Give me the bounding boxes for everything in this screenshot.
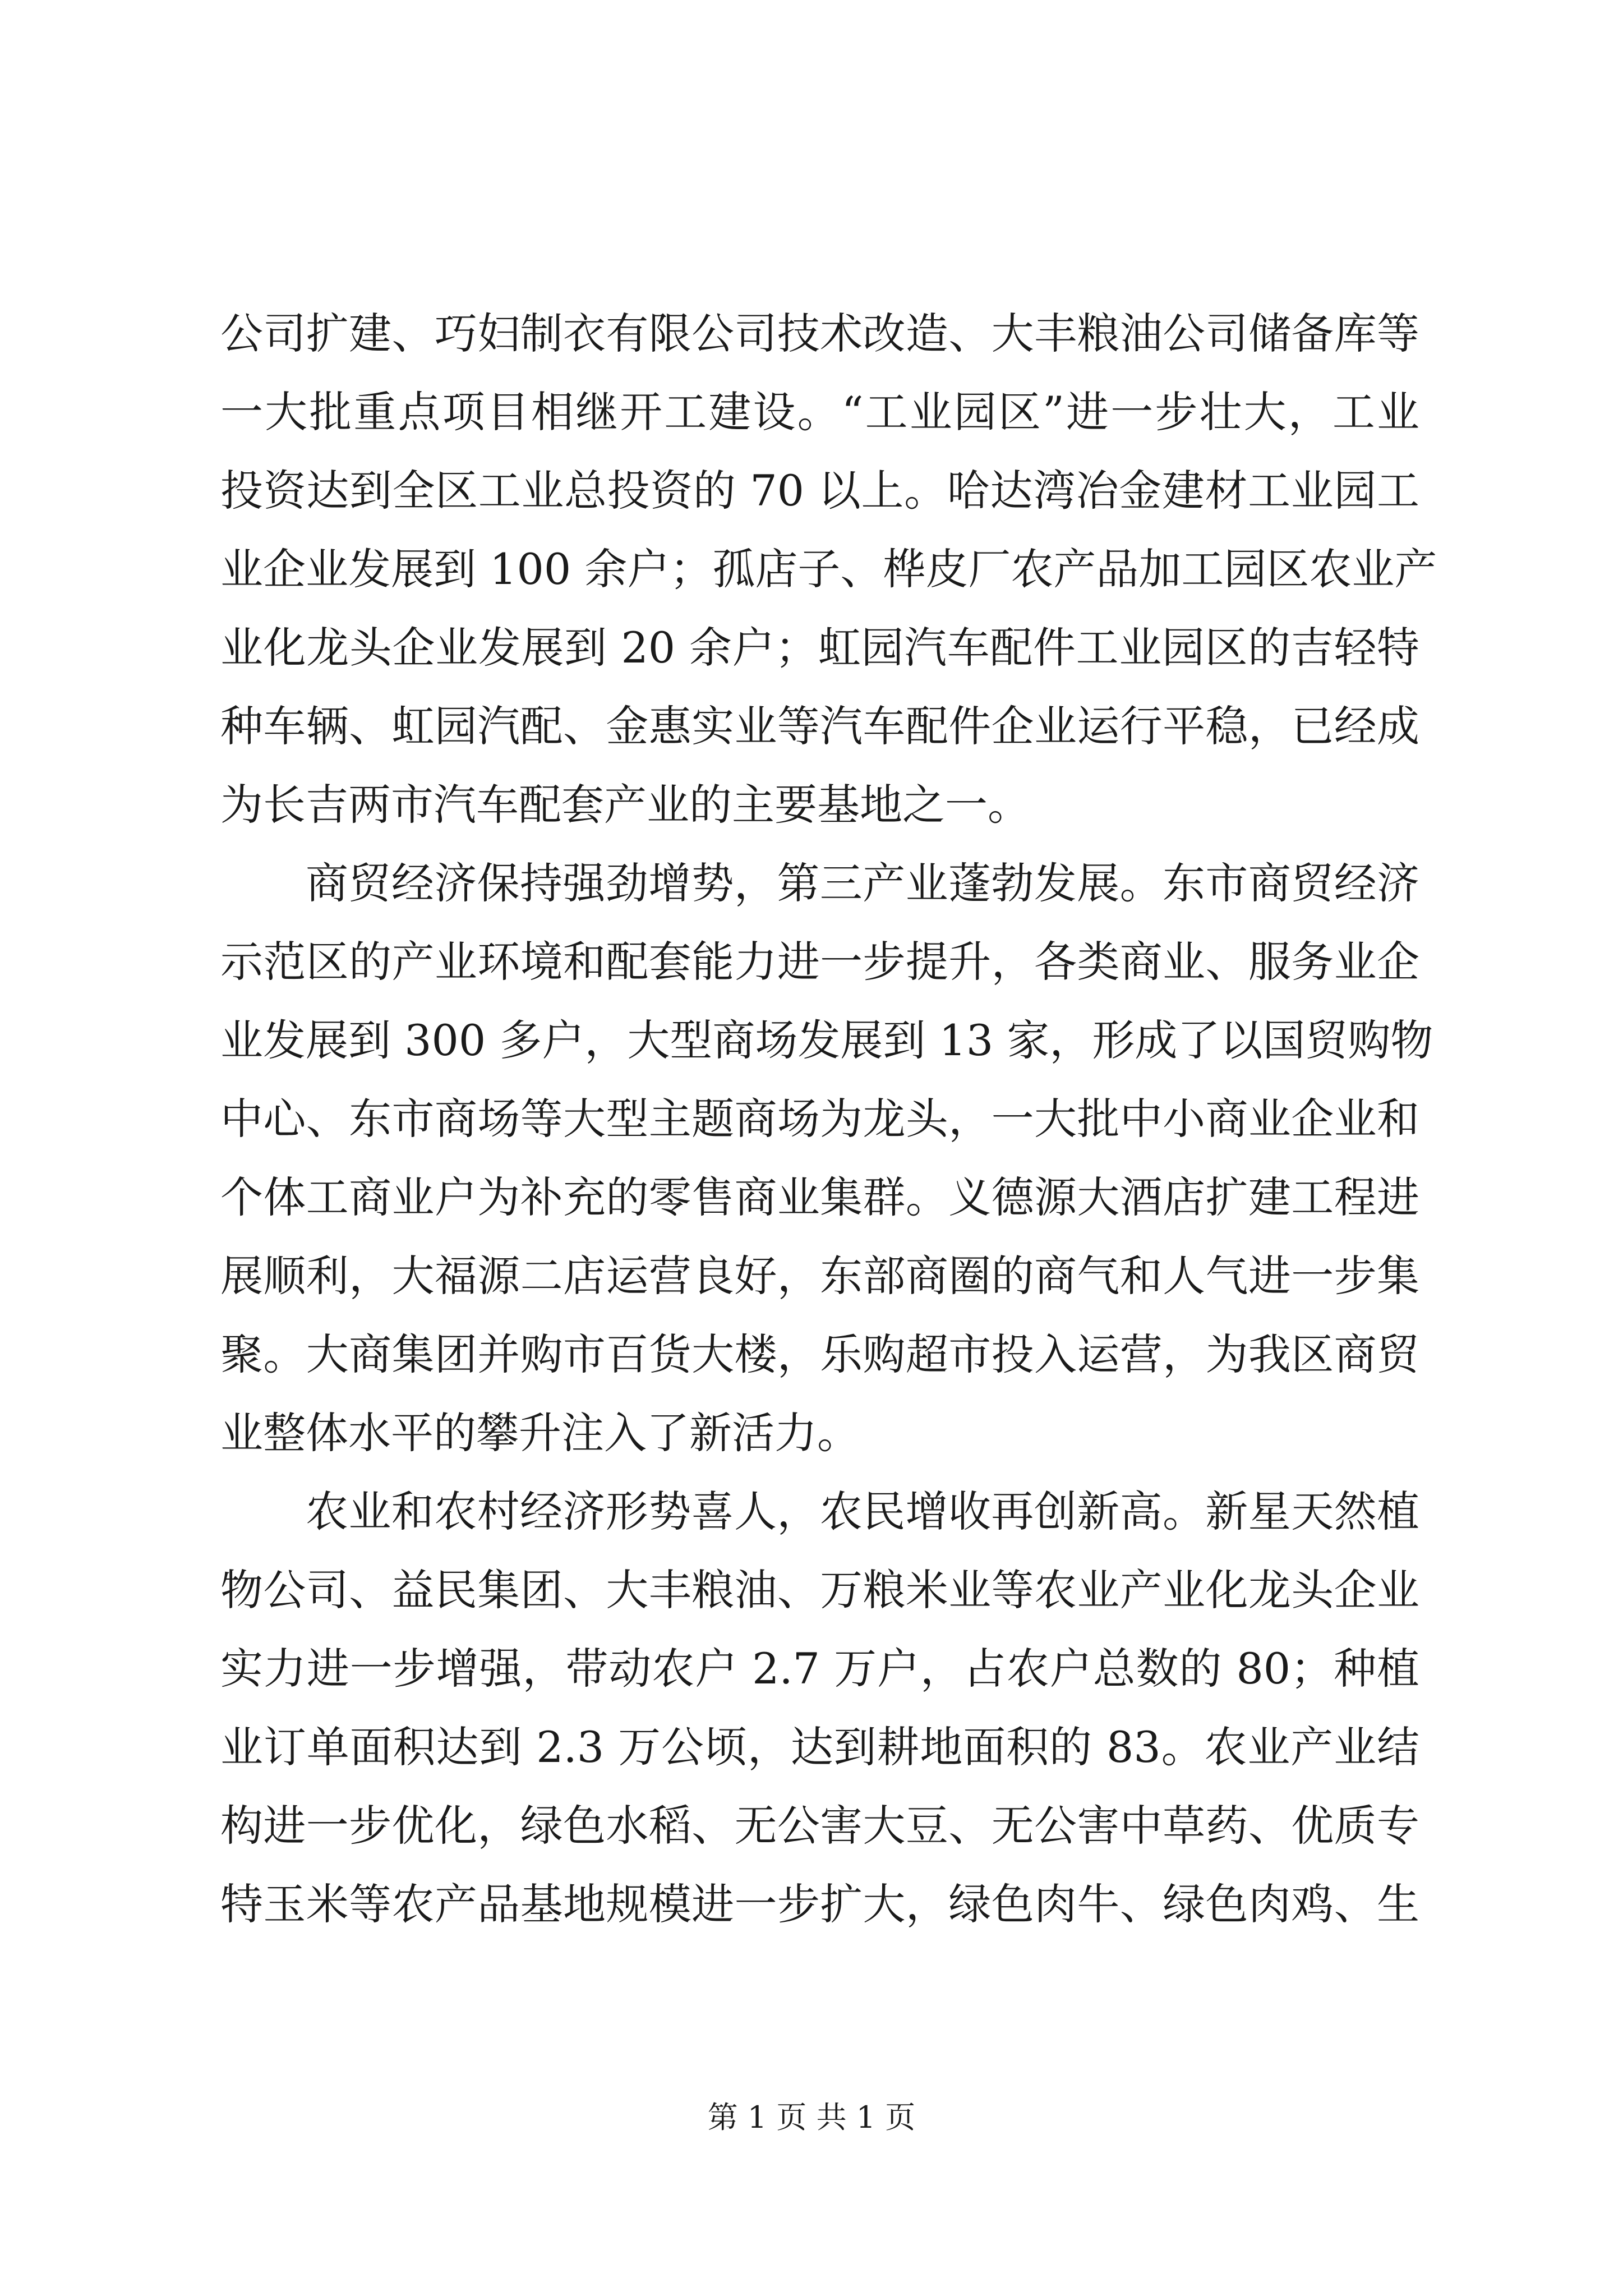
text-line: 业化龙头企业发展到 20 余户；虹园汽车配件工业园区的吉轻特 (220, 623, 1419, 673)
text-line: 中心、东市商场等大型主题商场为龙头，一大批中小商业企业和 (220, 1094, 1419, 1144)
page-footer (0, 2098, 1623, 2137)
text-line: 业企业发展到 100 余户；孤店子、桦皮厂农产品加工园区农业产 (220, 544, 1437, 594)
text-line: 构进一步优化，绿色水稻、无公害大豆、无公害中草药、优质专 (220, 1801, 1419, 1851)
text-line: 业发展到 300 多户，大型商场发展到 13 家，形成了以国贸购物 (220, 1015, 1433, 1065)
text-line: 一大批重点项目相继开工建设。“工业园区”进一步壮大，工业 (220, 387, 1419, 437)
paragraph-first-line: 农业和农村经济形势喜人，农民增收再创新高。新星天然植 (306, 1487, 1419, 1536)
text-line: 个体工商业户为补充的零售商业集群。义德源大酒店扩建工程进 (220, 1172, 1419, 1222)
text-line: 种车辆、虹园汽配、金惠实业等汽车配件企业运行平稳，已经成 (220, 701, 1419, 751)
text-line: 投资达到全区工业总投资的 70 以上。哈达湾冶金建材工业园工 (220, 466, 1419, 516)
text-line: 聚。大商集团并购市百货大楼，乐购超市投入运营，为我区商贸 (220, 1329, 1419, 1379)
text-line: 示范区的产业环境和配套能力进一步提升，各类商业、服务业企 (220, 937, 1419, 987)
page-number: 第 1 页 共 1 页 (707, 2100, 916, 2135)
text-line: 特玉米等农产品基地规模进一步扩大，绿色肉牛、绿色肉鸡、生 (220, 1879, 1419, 1929)
text-line: 业整体水平的攀升注入了新活力。 (220, 1408, 860, 1458)
text-line: 实力进一步增强，带动农户 2.7 万户，占农户总数的 80；种植 (220, 1644, 1419, 1694)
text-line: 物公司、益民集团、大丰粮油、万粮米业等农业产业化龙头企业 (220, 1565, 1419, 1615)
body-text (220, 295, 1437, 1944)
paragraph-first-line: 商贸经济保持强劲增势，第三产业蓬勃发展。东市商贸经济 (306, 858, 1419, 908)
text-line: 公司扩建、巧妇制衣有限公司技术改造、大丰粮油公司储备库等 (220, 309, 1419, 358)
text-line: 展顺利，大福源二店运营良好，东部商圈的商气和人气进一步集 (220, 1251, 1419, 1301)
text-line: 为长吉两市汽车配套产业的主要基地之一。 (220, 780, 1030, 830)
text-line: 业订单面积达到 2.3 万公顷，达到耕地面积的 83。农业产业结 (220, 1722, 1419, 1772)
